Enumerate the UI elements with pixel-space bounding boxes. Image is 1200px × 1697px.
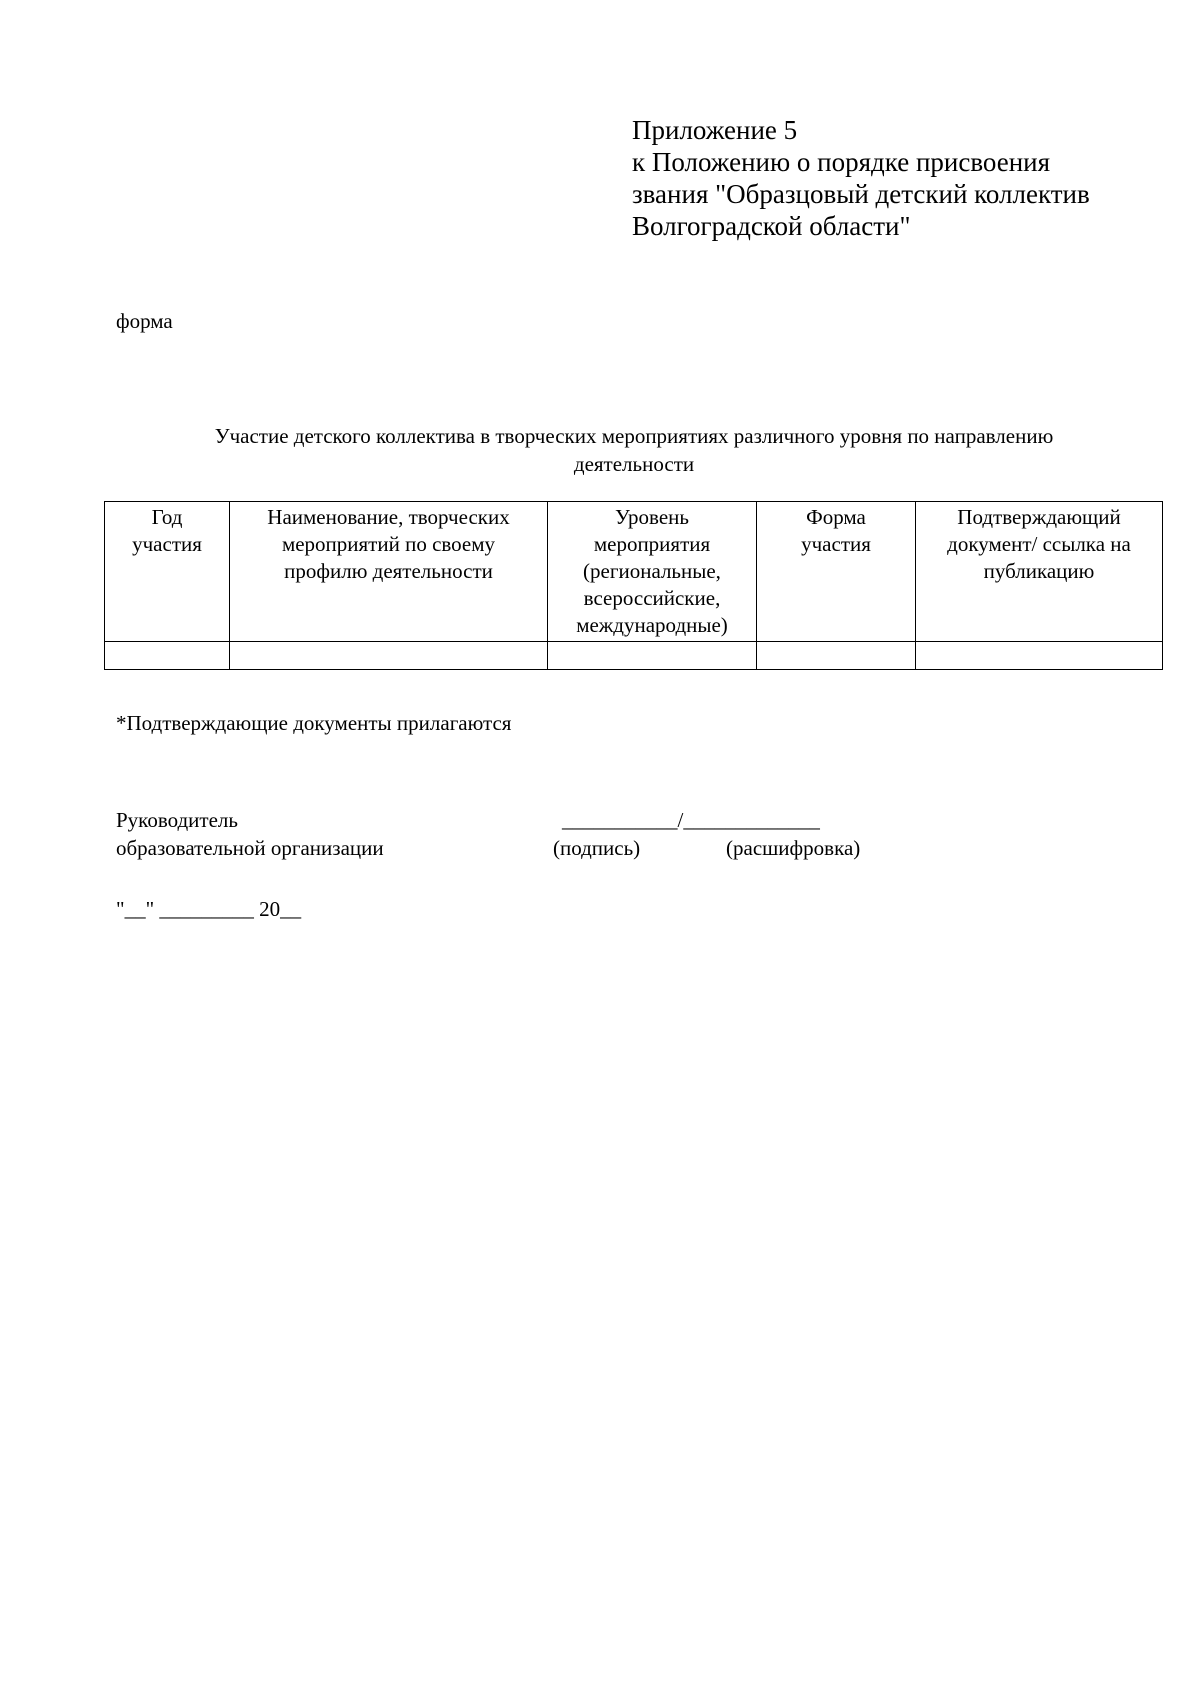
date-line[interactable]: "__" _________ 20__: [116, 897, 302, 921]
table-cell[interactable]: [757, 642, 916, 670]
attachment-note: *Подтверждающие документы прилагаются: [116, 711, 512, 735]
table-cell[interactable]: [105, 642, 230, 670]
table-cell[interactable]: [916, 642, 1163, 670]
participation-table: [104, 501, 1163, 670]
signer-line: образовательной организации: [116, 836, 384, 860]
header-line: Наименование, творческих: [267, 505, 510, 529]
table-header-row: [105, 502, 1163, 642]
signer-title: [116, 806, 384, 862]
header-line: профилю деятельности: [284, 559, 493, 583]
title-line: Участие детского коллектива в творческих мероприятиях различного уровня по направлению: [214, 424, 1054, 448]
table-cell[interactable]: [230, 642, 548, 670]
decoding-caption: (расшифровка): [726, 836, 861, 860]
form-label: форма: [116, 309, 173, 333]
header-line: Уровень: [615, 505, 689, 529]
appendix-line: Приложение 5: [632, 115, 798, 145]
header-line: мероприятий по своему: [281, 532, 496, 556]
header-line: Год: [151, 505, 183, 529]
table-cell[interactable]: [548, 642, 757, 670]
table-row: [105, 642, 1163, 670]
column-header-event-name: [230, 502, 548, 642]
header-line: участия: [801, 532, 871, 556]
column-header-confirming-document: [916, 502, 1163, 642]
appendix-line: Волгоградской области": [632, 211, 911, 241]
header-line: всероссийские,: [583, 586, 721, 610]
header-line: международные): [576, 613, 728, 637]
signature-caption: (подпись): [553, 836, 641, 860]
header-line: мероприятия: [593, 532, 711, 556]
title-line: деятельности: [573, 452, 695, 476]
appendix-header: [632, 114, 1172, 242]
signer-line: Руководитель: [116, 808, 238, 832]
appendix-line: звания "Образцовый детский коллектив: [632, 179, 1090, 209]
header-line: участия: [132, 532, 202, 556]
header-line: (региональные,: [583, 559, 721, 583]
header-line: Форма: [806, 505, 866, 529]
header-line: документ/ ссылка на: [947, 532, 1131, 556]
header-line: публикацию: [983, 559, 1095, 583]
header-line: Подтверждающий: [957, 505, 1121, 529]
document-title: [104, 422, 1164, 478]
column-header-event-level: [548, 502, 757, 642]
signature-line[interactable]: ___________/_____________: [562, 808, 820, 832]
column-header-year: [105, 502, 230, 642]
appendix-line: к Положению о порядке присвоения: [632, 147, 1051, 177]
column-header-participation-form: [757, 502, 916, 642]
